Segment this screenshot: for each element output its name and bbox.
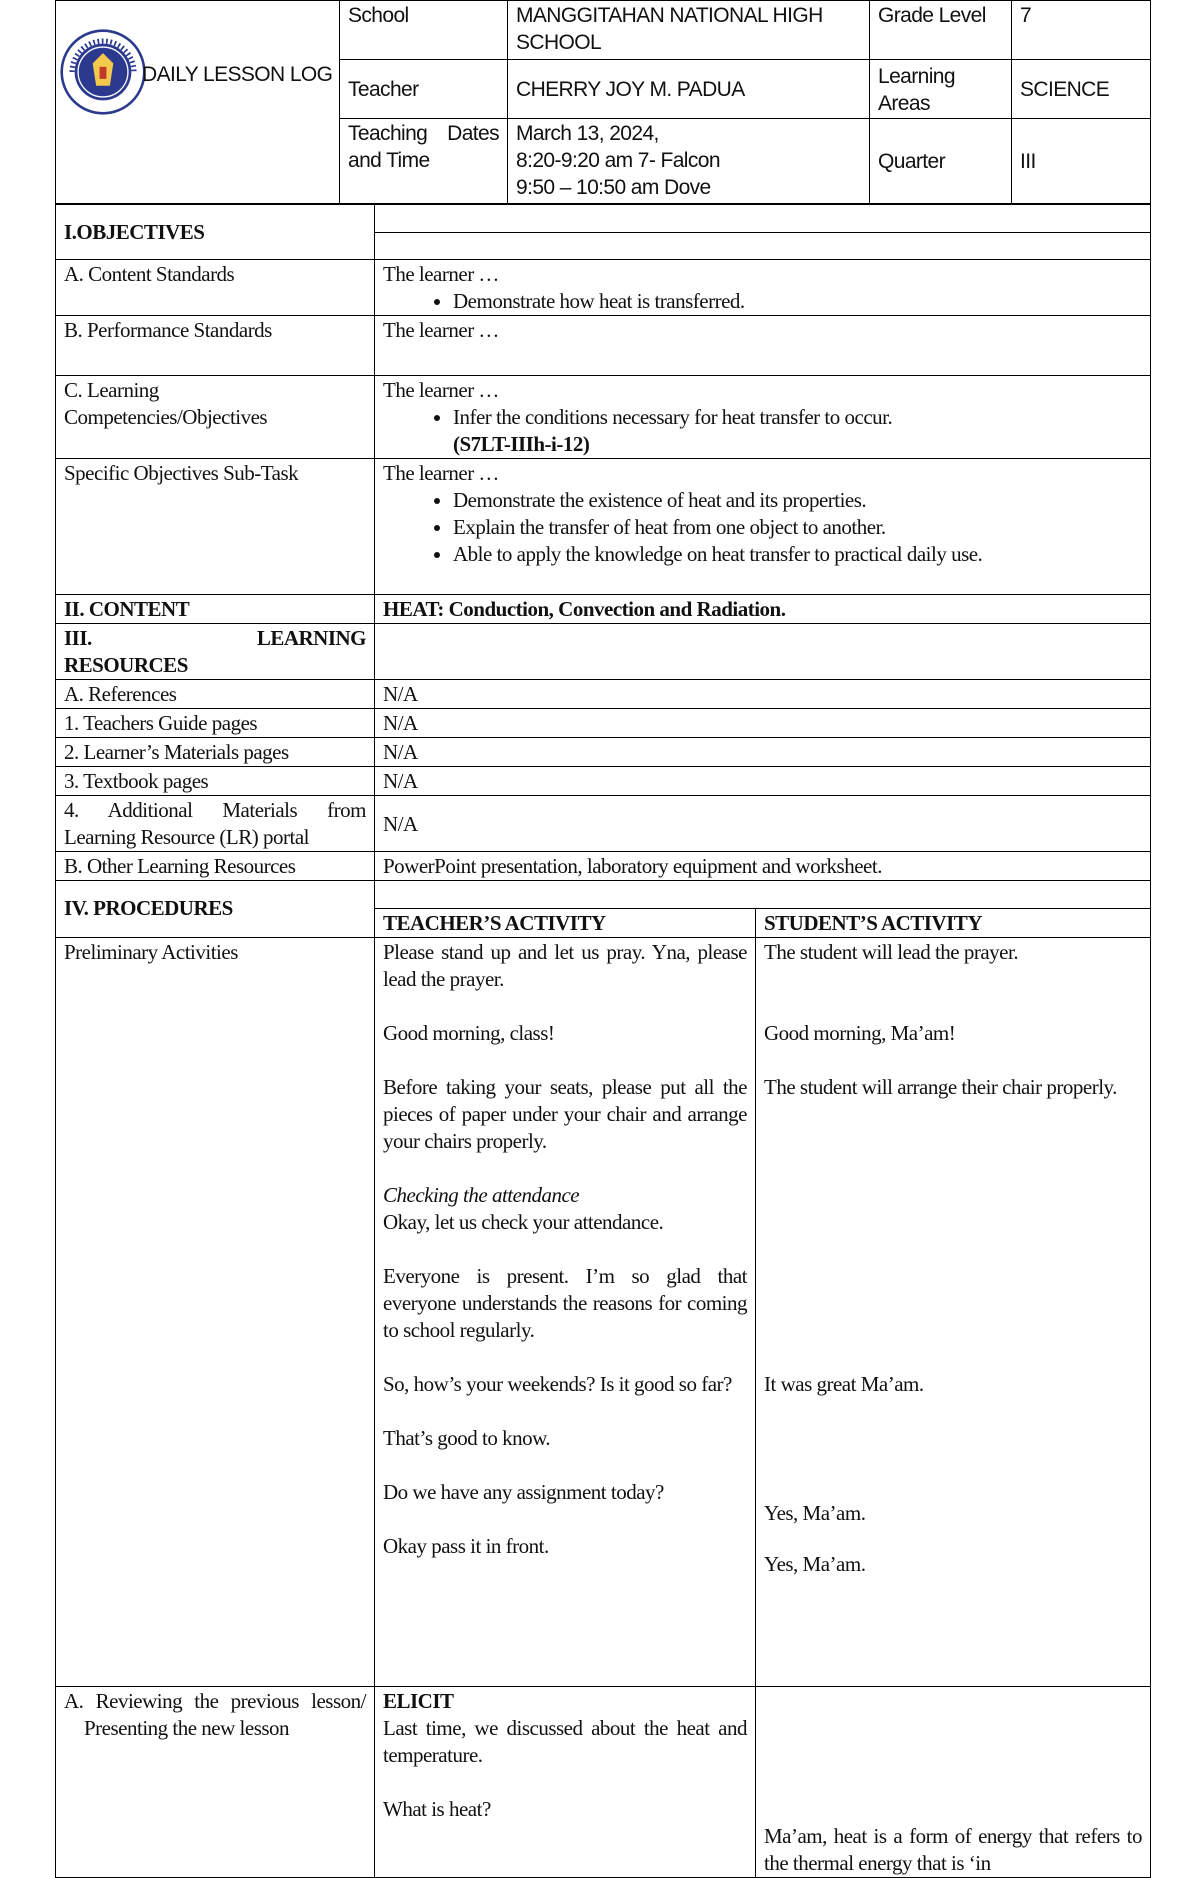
document-title: DAILY LESSON LOG [142, 63, 333, 86]
resources-heading [56, 624, 375, 680]
logo-cell [56, 1, 340, 204]
grade-label: Grade Level [870, 1, 1012, 60]
student-prayer: The student will lead the prayer. [764, 940, 1019, 964]
content-standards-label: A. Content Standards [56, 260, 375, 316]
competencies-value [375, 376, 1151, 459]
resource-value: PowerPoint presentation, laboratory equipment and worksheet. [375, 852, 1151, 881]
teacher-good: That’s good to know. [383, 1426, 551, 1450]
performance-standards-value: The learner … [375, 316, 1151, 376]
resources-heading-word2: LEARNING [256, 626, 366, 650]
objectives-heading: I.OBJECTIVES [56, 205, 375, 260]
quarter-value: III [1012, 119, 1151, 204]
attendance-title: Checking the attendance [383, 1183, 580, 1207]
specific-objective-item: • Explain the transfer of heat from one object to another. [453, 514, 1142, 541]
competencies-item-text: Infer the conditions necessary for heat transfer to occur. [453, 405, 893, 429]
grade-value: 7 [1012, 1, 1151, 60]
resource-value: N/A [375, 680, 1151, 709]
preliminary-teacher [375, 938, 756, 1687]
procedures-heading: IV. PROCEDURES [56, 881, 375, 938]
review-teacher [375, 1687, 756, 1878]
school-label: School [340, 1, 508, 60]
teacher-greet: Good morning, class! [383, 1021, 555, 1045]
objectives-empty-2 [375, 233, 1151, 260]
dates-value [508, 119, 870, 204]
answer-heat: Ma’am, heat is a form of energy that refers to the thermal energy that is ‘in [764, 1824, 1142, 1875]
student-assign: Yes, Ma’am. [764, 1501, 866, 1525]
specific-objectives-intro: The learner … [383, 461, 499, 485]
resource-label: A. References [56, 680, 375, 709]
lesson-log-page [55, 0, 1150, 1878]
competencies-code: (S7LT-IIIh-i-12) [453, 432, 590, 456]
school-value: MANGGITAHAN NATIONAL HIGH SCHOOL [508, 1, 870, 60]
date-line-3: 9:50 – 10:50 am Dove [516, 176, 711, 199]
dates-label [340, 119, 508, 204]
resources-empty [375, 624, 1151, 680]
specific-objective-item: • Able to apply the knowledge on heat transfer to practical daily use. [453, 541, 1142, 568]
objectives-empty-1 [375, 205, 1151, 233]
resource-label: 2. Learner’s Materials pages [56, 738, 375, 767]
review-student [756, 1687, 1151, 1878]
teacher-assign: Do we have any assignment today? [383, 1480, 664, 1504]
resource-value: N/A [375, 738, 1151, 767]
question-heat: What is heat? [383, 1797, 491, 1821]
content-value: HEAT: Conduction, Convection and Radiation. [375, 595, 1151, 624]
teacher-weekend: So, how’s your weekends? Is it good so far? [383, 1372, 732, 1396]
resources-heading-word1: III. [64, 626, 92, 650]
areas-label: Learning Areas [870, 60, 1012, 119]
elicit-text: Last time, we discussed about the heat and temperature. [383, 1716, 747, 1767]
performance-standards-label: B. Performance Standards [56, 316, 375, 376]
present-text: Everyone is present. I’m so glad that everyone understands the reasons for coming to school regularly. [383, 1264, 747, 1342]
student-greet: Good morning, Ma’am! [764, 1021, 956, 1045]
resource-value: N/A [375, 796, 1151, 852]
resources-heading-line2: RESOURCES [64, 653, 188, 677]
teacher-value: CHERRY JOY M. PADUA [508, 60, 870, 119]
dates-label-text: Teaching Dates and Time [348, 122, 499, 172]
resource-value: N/A [375, 767, 1151, 796]
procedures-empty [375, 881, 1151, 909]
specific-objective-item: • Demonstrate the existence of heat and its properties. [453, 487, 1142, 514]
teacher-activity-header: TEACHER’S ACTIVITY [375, 909, 756, 938]
preliminary-label: Preliminary Activities [56, 938, 375, 1687]
teacher-label: Teacher [340, 60, 508, 119]
date-line-2: 8:20-9:20 am 7- Falcon [516, 149, 720, 172]
resource-label: 1. Teachers Guide pages [56, 709, 375, 738]
resource-value: N/A [375, 709, 1151, 738]
resources-heading-line1 [64, 625, 366, 652]
areas-value: SCIENCE [1012, 60, 1151, 119]
elicit-title: ELICIT [383, 1689, 454, 1713]
quarter-label: Quarter [870, 119, 1012, 204]
content-heading: II. CONTENT [56, 595, 375, 624]
teacher-seats: Before taking your seats, please put all the pieces of paper under your chair and arrange your chairs properly. [383, 1075, 747, 1153]
content-standards-value [375, 260, 1151, 316]
lesson-body-table [55, 204, 1151, 1878]
student-activity-header: STUDENT’S ACTIVITY [756, 909, 1151, 938]
competencies-label: C. Learning Competencies/Objectives [56, 376, 375, 459]
review-label: A. Reviewing the previous lesson/ Presenting the new lesson [56, 1687, 375, 1878]
resource-label: 3. Textbook pages [56, 767, 375, 796]
student-seats: The student will arrange their chair properly. [764, 1075, 1117, 1099]
competencies-item [453, 404, 1142, 458]
teacher-prayer: Please stand up and let us pray. Yna, please lead the prayer. [383, 940, 747, 991]
specific-objectives-value [375, 459, 1151, 595]
content-standards-item: • Demonstrate how heat is transferred. [453, 288, 1142, 315]
specific-objectives-label: Specific Objectives Sub-Task [56, 459, 375, 595]
teacher-pass: Okay pass it in front. [383, 1534, 549, 1558]
content-standards-intro: The learner … [383, 262, 499, 286]
preliminary-student [756, 938, 1151, 1687]
competencies-intro: The learner … [383, 378, 499, 402]
date-line-1: March 13, 2024, [516, 122, 659, 145]
attendance-text: Okay, let us check your attendance. [383, 1210, 664, 1234]
student-weekend: It was great Ma’am. [764, 1372, 924, 1396]
resource-label: 4. Additional Materials from Learning Resource (LR) portal [56, 796, 375, 852]
student-pass: Yes, Ma’am. [764, 1552, 866, 1576]
deped-seal-icon [60, 29, 146, 115]
resource-label: B. Other Learning Resources [56, 852, 375, 881]
header-table [55, 0, 1151, 204]
